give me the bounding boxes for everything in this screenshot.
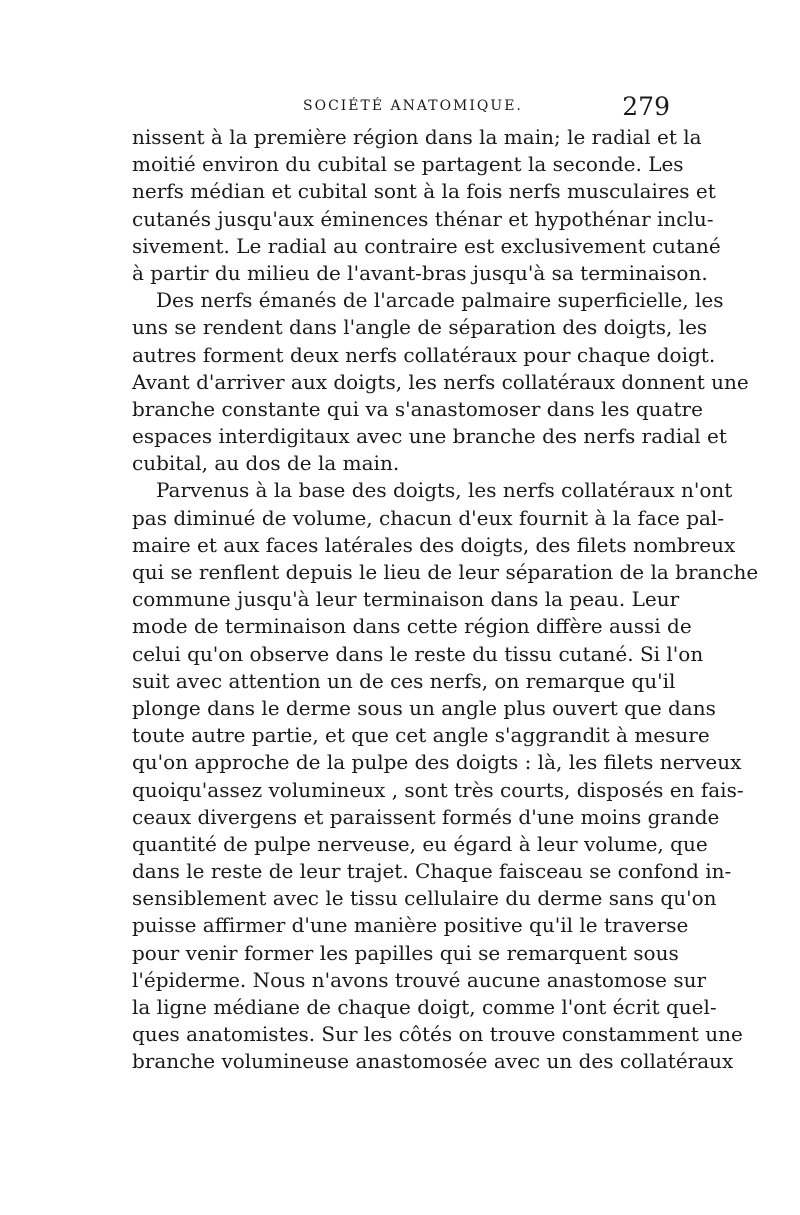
body-text [132, 124, 759, 1076]
text-line: moitié environ du cubital se partagent la seconde. Les [132, 152, 684, 177]
text-line: pas diminué de volume, chacun d'eux fournit à la face pal- [132, 505, 725, 530]
text-line: ceaux divergens et paraissent formés d'une moins grande [132, 804, 720, 829]
text-line: ques anatomistes. Sur les côtés on trouve constamment une [132, 1022, 743, 1047]
text-line: branche volumineuse anastomosée avec un des collatéraux [132, 1049, 734, 1074]
paragraph-2 [132, 287, 749, 477]
text-line: celui qu'on observe dans le reste du tissu cutané. Si l'on [132, 641, 704, 666]
paragraph-3 [132, 477, 759, 1075]
text-line: Parvenus à la base des doigts, les nerfs collatéraux n'ont [156, 478, 733, 503]
text-line: Avant d'arriver aux doigts, les nerfs collatéraux donnent une [132, 369, 749, 394]
text-line: à partir du milieu de l'avant-bras jusqu'à sa terminaison. [132, 260, 708, 285]
text-line: sivement. Le radial au contraire est exclusivement cutané [132, 233, 721, 258]
text-line: uns se rendent dans l'angle de séparation des doigts, les [132, 315, 708, 340]
text-line: plonge dans le derme sous un angle plus ouvert que dans [132, 695, 716, 720]
text-line: la ligne médiane de chaque doigt, comme l'ont écrit quel- [132, 995, 717, 1019]
text-line: qui se renflent depuis le lieu de leur séparation de la branche [132, 560, 759, 584]
running-title: SOCIÉTÉ ANATOMIQUE. [303, 98, 523, 114]
text-line: l'épiderme. Nous n'avons trouvé aucune anastomose sur [132, 967, 707, 992]
text-line: Des nerfs émanés de l'arcade palmaire superficielle, les [156, 288, 724, 313]
text-line: pour venir former les papilles qui se remarquent sous [132, 940, 679, 965]
text-line: quantité de pulpe nerveuse, eu égard à leur volume, que [132, 831, 708, 856]
page-number: 279 [622, 92, 670, 121]
text-line: puisse affirmer d'une manière positive qu'il le traverse [132, 913, 689, 938]
text-line: cutanés jusqu'aux éminences thénar et hypothénar inclu- [132, 206, 714, 231]
text-line: commune jusqu'à leur terminaison dans la peau. Leur [132, 587, 680, 612]
text-line: nerfs médian et cubital sont à la fois nerfs musculaires et [132, 179, 716, 204]
text-line: cubital, au dos de la main. [132, 451, 400, 476]
text-line: dans le reste de leur trajet. Chaque faisceau se confond in- [132, 859, 732, 884]
text-line: mode de terminaison dans cette région diffère aussi de [132, 614, 692, 639]
text-line: maire et aux faces latérales des doigts, des filets nombreux [132, 532, 736, 557]
text-line: autres forment deux nerfs collatéraux pour chaque doigt. [132, 342, 716, 367]
text-line: suit avec attention un de ces nerfs, on remarque qu'il [132, 668, 676, 693]
text-line: nissent à la première région dans la main; le radial et la [132, 125, 702, 149]
text-line: branche constante qui va s'anastomoser dans les quatre [132, 396, 703, 421]
text-line: sensiblement avec le tissu cellulaire du derme sans qu'on [132, 886, 717, 911]
paragraph-1 [132, 124, 721, 287]
text-line: quoiqu'assez volumineux , sont très courts, disposés en fais- [132, 777, 744, 802]
running-head [130, 92, 670, 122]
text-line: espaces interdigitaux avec une branche des nerfs radial et [132, 424, 727, 449]
text-line: qu'on approche de la pulpe des doigts : là, les filets nerveux [132, 750, 742, 775]
text-line: toute autre partie, et que cet angle s'aggrandit à mesure [132, 723, 710, 748]
